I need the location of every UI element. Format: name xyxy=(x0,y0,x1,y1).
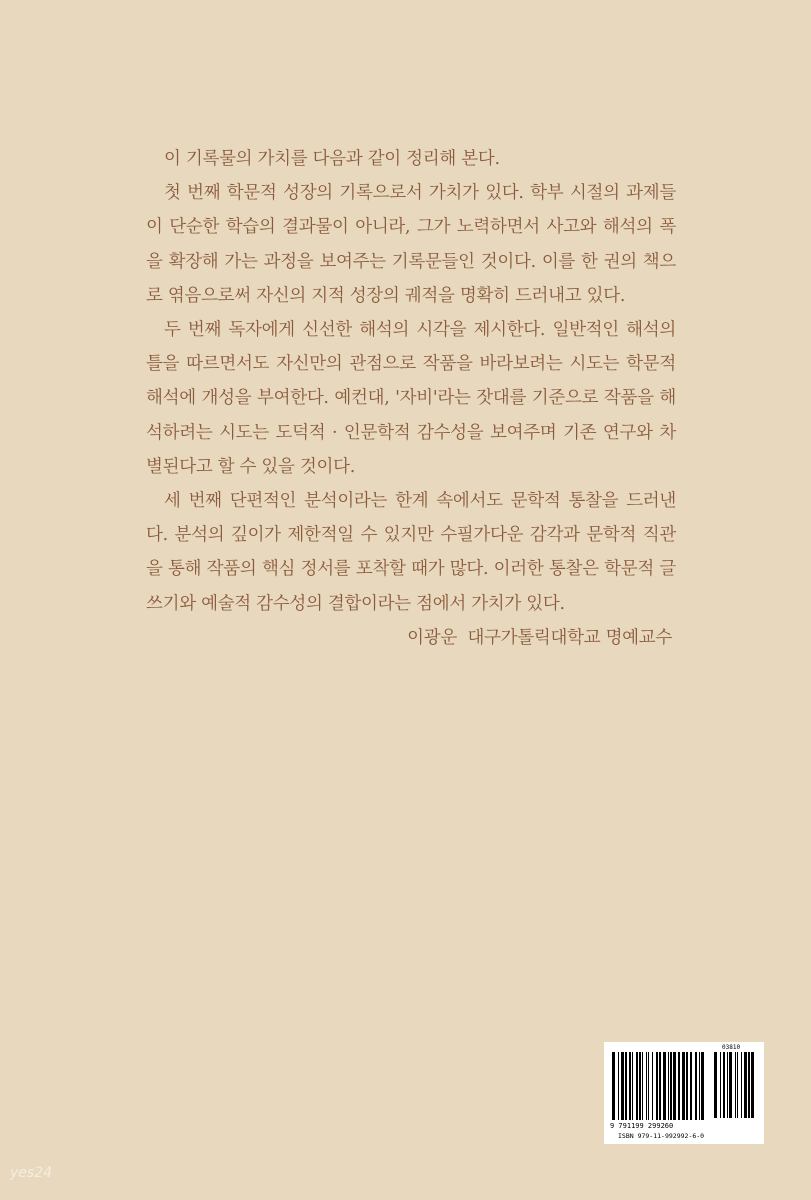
paragraph-intro: 이 기록물의 가치를 다음과 같이 정리해 본다. xyxy=(164,149,500,169)
barcode-bar xyxy=(695,1052,697,1120)
isbn-barcode xyxy=(604,1042,764,1144)
barcode-bar xyxy=(744,1052,747,1118)
barcode-bar xyxy=(632,1052,633,1120)
barcode-bar xyxy=(612,1052,615,1120)
barcode-bar xyxy=(682,1052,685,1120)
barcode-digits: 9 791199 299260 xyxy=(610,1122,674,1130)
barcode-bar xyxy=(625,1052,627,1120)
barcode-bar xyxy=(723,1052,725,1118)
barcode-bar xyxy=(714,1052,717,1118)
barcode-bar xyxy=(646,1052,647,1120)
barcode-bar xyxy=(729,1052,732,1118)
barcode-bar xyxy=(727,1052,728,1118)
barcode-bar xyxy=(670,1052,672,1120)
barcode-price-code: 03810 xyxy=(722,1044,741,1051)
barcode-isbn: ISBN 979-11-992992-6-0 xyxy=(618,1132,705,1140)
barcode-bar xyxy=(621,1052,624,1120)
barcode-graphic xyxy=(604,1042,764,1144)
barcode-bar xyxy=(663,1052,666,1120)
barcode-bar xyxy=(648,1052,649,1120)
barcode-bar xyxy=(690,1052,692,1120)
barcode-bar xyxy=(629,1052,631,1120)
barcode-bar xyxy=(668,1052,669,1120)
barcode-bar xyxy=(686,1052,688,1120)
barcode-bar xyxy=(699,1052,700,1120)
blurb-text xyxy=(146,142,676,655)
barcode-bar xyxy=(720,1052,721,1118)
barcode-bar xyxy=(652,1052,653,1120)
barcode-addon-bars xyxy=(714,1052,754,1118)
barcode-bar xyxy=(639,1052,641,1120)
paragraph-third: 세 번째 단편적인 분석이라는 한계 속에서도 문학적 통찰을 드러낸다. 분석의 깊이가 제한적일 수 있지만 수필가다운 감각과 문학적 직관을 통해 작품의 핵심 정서를 포착할 때가 많다. 이러한 통찰은 학문적 글쓰기와 예술적 감수성의 결합이라는 점에서 가치가 있다. xyxy=(146,491,676,614)
barcode-bar xyxy=(678,1052,680,1120)
barcode-bar xyxy=(737,1052,738,1118)
barcode-bar xyxy=(618,1052,619,1120)
barcode-bar xyxy=(636,1052,638,1120)
barcode-bar xyxy=(701,1052,704,1120)
paragraph-first: 첫 번째 학문적 성장의 기록으로서 가치가 있다. 학부 시절의 과제들이 단순한 학습의 결과물이 아니라, 그가 노력하면서 사고와 해석의 폭을 확장해 가는 과정을 보여주는 기록문들인 것이다. 이를 한 권의 책으로 엮음으로써 자신의 지적 성장의 궤적을 명확히 드러내고 있다. xyxy=(146,183,676,306)
barcode-bar xyxy=(659,1052,661,1120)
watermark-logo: yes24 xyxy=(10,1165,53,1181)
barcode-bar xyxy=(741,1052,742,1118)
barcode-bar xyxy=(656,1052,658,1120)
barcode-bar xyxy=(748,1052,750,1118)
barcode-bar xyxy=(751,1052,754,1118)
barcode-main-bars xyxy=(612,1052,704,1120)
barcode-bar xyxy=(673,1052,676,1120)
barcode-bar xyxy=(735,1052,736,1118)
author-signature: 이광운 대구가톨릭대학교 명예교수 xyxy=(407,627,672,648)
paragraph-second: 두 번째 독자에게 신선한 해석의 시각을 제시한다. 일반적인 해석의 틀을 따르면서도 자신만의 관점으로 작품을 바라보려는 시도는 학문적 해석에 개성을 부여한다. 예컨대, '자비'라는 잣대를 기준으로 작품을 해석하려는 시도는 도덕적 · 인문학적 감수성을 보여주며 기존 연구와 차별된다고 할 수 있을 것이다. xyxy=(146,320,676,477)
barcode-bar xyxy=(642,1052,643,1120)
